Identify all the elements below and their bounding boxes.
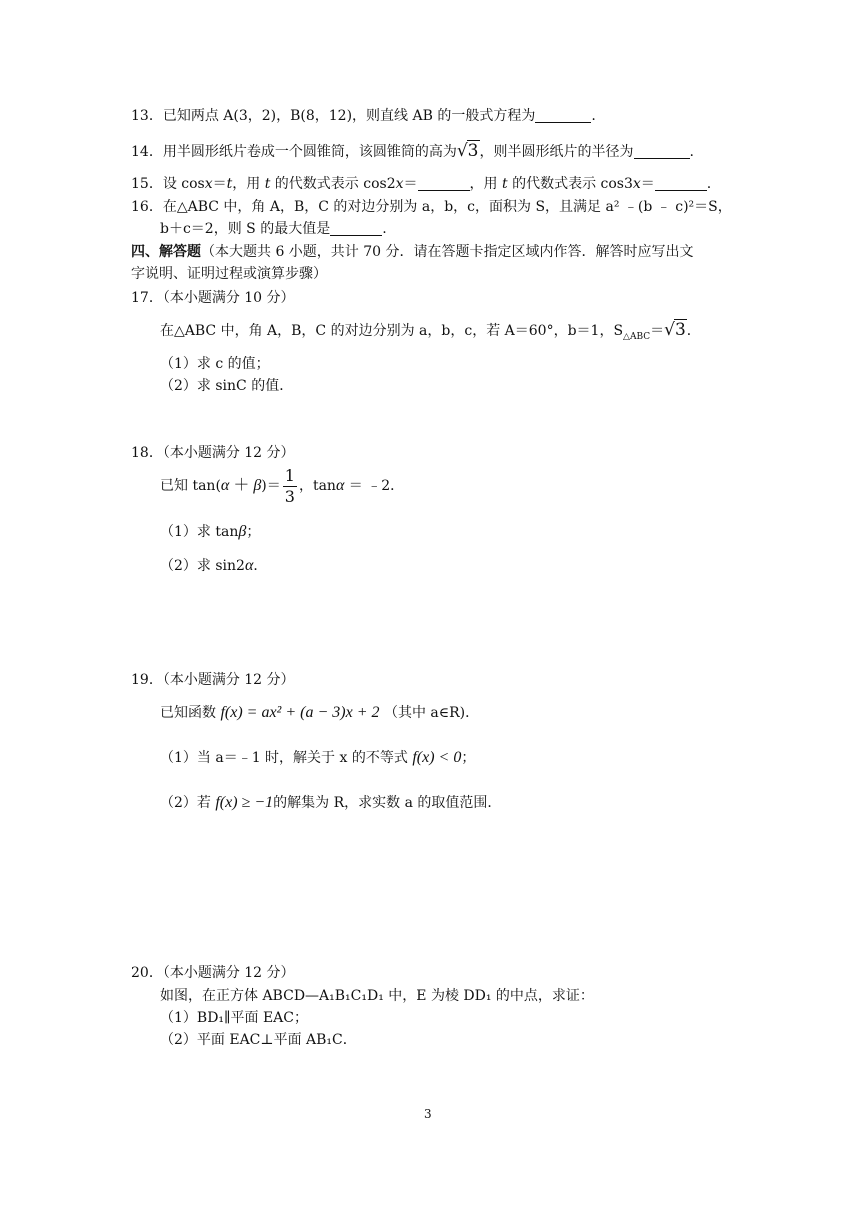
question-16-line-2: b＋c＝2，则 S 的最大值是 .: [160, 221, 387, 237]
question-14-text: 14．用半圆形纸片卷成一个圆锥筒，该圆锥筒的高为: [131, 144, 457, 160]
function-expression: f(x) = ax² + (a − 3)x + 2: [220, 704, 380, 721]
sqrt-expression: √3: [664, 320, 686, 340]
question-16-line-1: 16．在△ABC 中，角 A，B，C 的对边分别为 a，b，c，面积为 S，且满足 a² ﹣(b ﹣ c)²＝S，: [131, 199, 732, 215]
answer-blank: [634, 143, 690, 159]
question-20-part-2: （2）平面 EAC⊥平面 AB₁C．: [160, 1032, 357, 1048]
question-17-part-1: （1）求 c 的值；: [160, 356, 270, 372]
question-17-title: 17．（本小题满分 10 分）: [131, 290, 295, 306]
question-15: 15．设 cosx＝t，用 t 的代数式表示 cos2x＝ ，用 t 的代数式表示 cos3x＝ .: [131, 176, 712, 192]
question-13-text: 13．已知两点 A(3，2)，B(8，12)，则直线 AB 的一般式方程为: [131, 108, 536, 124]
section-description: 字说明、证明过程或演算步骤）: [131, 266, 327, 282]
answer-blank: [535, 107, 591, 123]
question-18-part-1: （1）求 tanβ；: [160, 523, 261, 540]
question-19-part-2: （2）若 f(x) ≥ −1的解集为 R，求实数 a 的取值范围．: [160, 794, 502, 811]
question-13: 13．已知两点 A(3，2)，B(8，12)，则直线 AB 的一般式方程为 .: [131, 108, 596, 124]
question-19-part-1: （1）当 a＝﹣1 时，解关于 x 的不等式 f(x) < 0；: [160, 749, 476, 766]
question-19-title: 19．（本小题满分 12 分）: [131, 672, 295, 688]
answer-blank: [330, 220, 382, 236]
answer-blank: [655, 175, 707, 191]
answer-blank: [418, 175, 470, 191]
question-18-stem: 已知 tan(α ＋ β)＝ $\frac{1}{3}$ ，tanα ＝ ﹣2．: [160, 465, 405, 506]
question-17-stem: 在△ABC 中，角 A，B，C 的对边分别为 a，b，c，若 A＝60°，b＝1，$S_{\triangle ABC}=√3$．: [160, 320, 701, 342]
page-number: 3: [424, 1107, 432, 1121]
sqrt-expression: √3: [456, 141, 479, 161]
question-20-title: 20．（本小题满分 12 分）: [131, 965, 295, 981]
question-18-title: 18．（本小题满分 12 分）: [131, 445, 295, 461]
fraction-one-third: $\frac{1}{3}$: [284, 465, 295, 506]
question-14: 14．用半圆形纸片卷成一个圆锥筒，该圆锥筒的高为√3，则半圆形纸片的半径为 .: [131, 141, 694, 161]
section-heading: 四、解答题（本大题共 6 小题，共计 70 分．请在答题卡指定区域内作答．解答时应写出文: [131, 244, 694, 260]
question-20-part-1: （1）BD₁∥平面 EAC；: [160, 1010, 308, 1026]
question-17-part-2: （2）求 sinC 的值．: [160, 378, 294, 394]
question-18-part-2: （2）求 sin2α．: [160, 557, 268, 574]
question-19-stem: 已知函数 f(x) = ax² + (a − 3)x + 2 （其中 a∈R)．: [160, 704, 480, 721]
question-20-stem: 如图，在正方体 ABCD—A₁B₁C₁D₁ 中，E 为棱 DD₁ 的中点，求证：: [160, 988, 594, 1004]
